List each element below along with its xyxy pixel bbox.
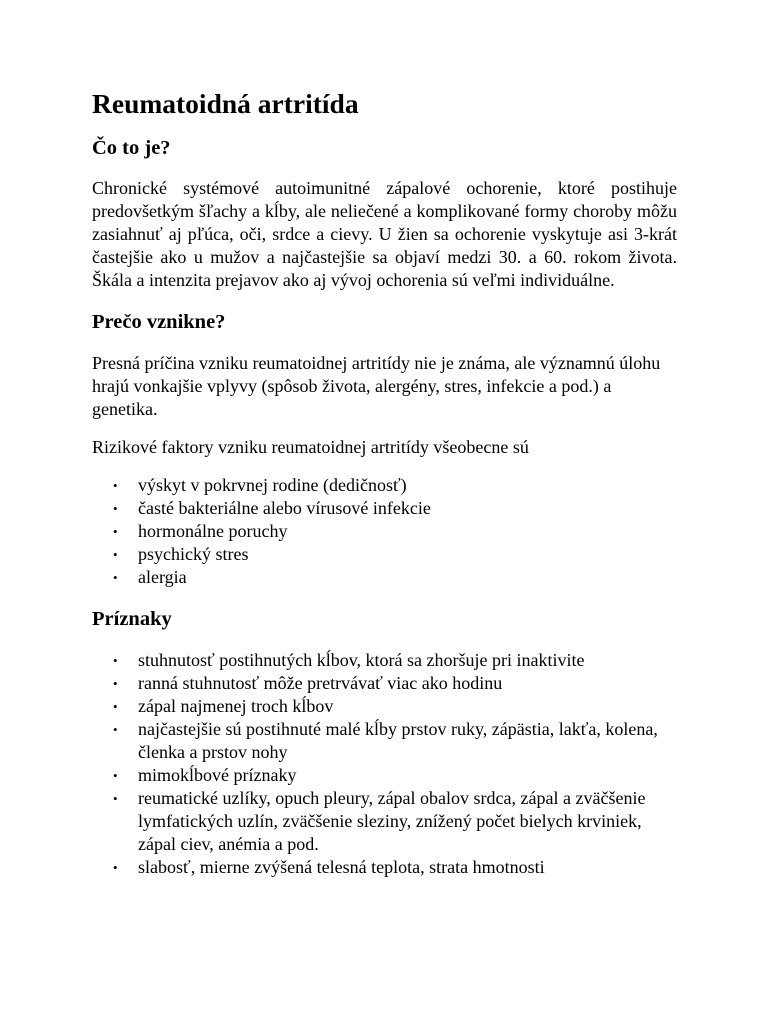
- list-item: [92, 497, 677, 520]
- bullet-icon: •: [113, 501, 118, 516]
- list-item-text: slabosť, mierne zvýšená telesná teplota, strata hmotnosti: [138, 857, 545, 877]
- list-item: [92, 672, 677, 695]
- bullet-icon: •: [113, 570, 118, 585]
- page-title: Reumatoidná artritída: [92, 88, 359, 119]
- list-item: [92, 764, 677, 787]
- section-paragraph-why: Presná príčina vzniku reumatoidnej artritídy nie je známa, ale významnú úlohu hrajú vonkajšie vplyvy (spôsob života, alergény, stres, infekcie a pod.) a genetika.: [92, 353, 661, 419]
- bullet-icon: •: [113, 722, 118, 737]
- risk-factors-intro: Rizikové faktory vzniku reumatoidnej artritídy všeobecne sú: [92, 437, 529, 457]
- list-item-text: stuhnutosť postihnutých kĺbov, ktorá sa zhoršuje pri inaktivite: [138, 650, 585, 670]
- bullet-icon: •: [113, 653, 118, 668]
- list-item: [92, 649, 677, 672]
- list-item-text: zápal najmenej troch kĺbov: [138, 696, 334, 716]
- list-item-text: ranná stuhnutosť môže pretrvávať viac ako hodinu: [138, 673, 503, 693]
- list-item-text: reumatické uzlíky, opuch pleury, zápal obalov srdca, zápal a zväčšenie lymfatických uzlín, zväčšenie sleziny, znížený počet bielych krviniek, zápal ciev, anémia a pod.: [138, 788, 646, 854]
- list-item-text: psychický stres: [138, 544, 249, 564]
- bullet-icon: •: [113, 547, 118, 562]
- list-item: [92, 695, 677, 718]
- list-item-text: výskyt v pokrvnej rodine (dedičnosť): [138, 475, 407, 495]
- list-item-text: najčastejšie sú postihnuté malé kĺby prstov ruky, zápästia, lakťa, kolena, členka a prstov nohy: [138, 719, 658, 762]
- symptoms-list: [92, 649, 677, 879]
- list-item: [92, 474, 677, 497]
- list-item: [92, 520, 677, 543]
- section-paragraph-what: Chronické systémové autoimunitné zápalové ochorenie, ktoré postihuje predovšetkým šľachy a kĺby, ale neliečené a komplikované formy choroby môžu zasiahnuť aj pľúca, oči, srdce a cievy. U žien sa ochorenie vyskytuje asi 3-krát častejšie ako u mužov a najčastejšie sa objaví medzi 30. a 60. rokom života. Škála a intenzita prejavov ako aj vývoj ochorenia sú veľmi individuálne.: [92, 178, 677, 290]
- section-heading-symptoms: Príznaky: [92, 608, 172, 630]
- bullet-icon: •: [113, 699, 118, 714]
- risk-factors-list: [92, 474, 677, 589]
- list-item-text: hormonálne poruchy: [138, 521, 288, 541]
- bullet-icon: •: [113, 524, 118, 539]
- list-item: [92, 787, 677, 856]
- list-item: [92, 718, 677, 764]
- list-item: [92, 856, 677, 879]
- bullet-icon: •: [113, 768, 118, 783]
- list-item-text: alergia: [138, 567, 187, 587]
- section-heading-why: Prečo vznikne?: [92, 311, 226, 333]
- list-item: [92, 566, 677, 589]
- bullet-icon: •: [113, 860, 118, 875]
- bullet-icon: •: [113, 676, 118, 691]
- section-heading-what: Čo to je?: [92, 137, 171, 159]
- list-item: [92, 543, 677, 566]
- list-item-text: časté bakteriálne alebo vírusové infekcie: [138, 498, 431, 518]
- bullet-icon: •: [113, 791, 118, 806]
- bullet-icon: •: [113, 478, 118, 493]
- list-item-text: mimokĺbové príznaky: [138, 765, 297, 785]
- document-page: [92, 84, 677, 879]
